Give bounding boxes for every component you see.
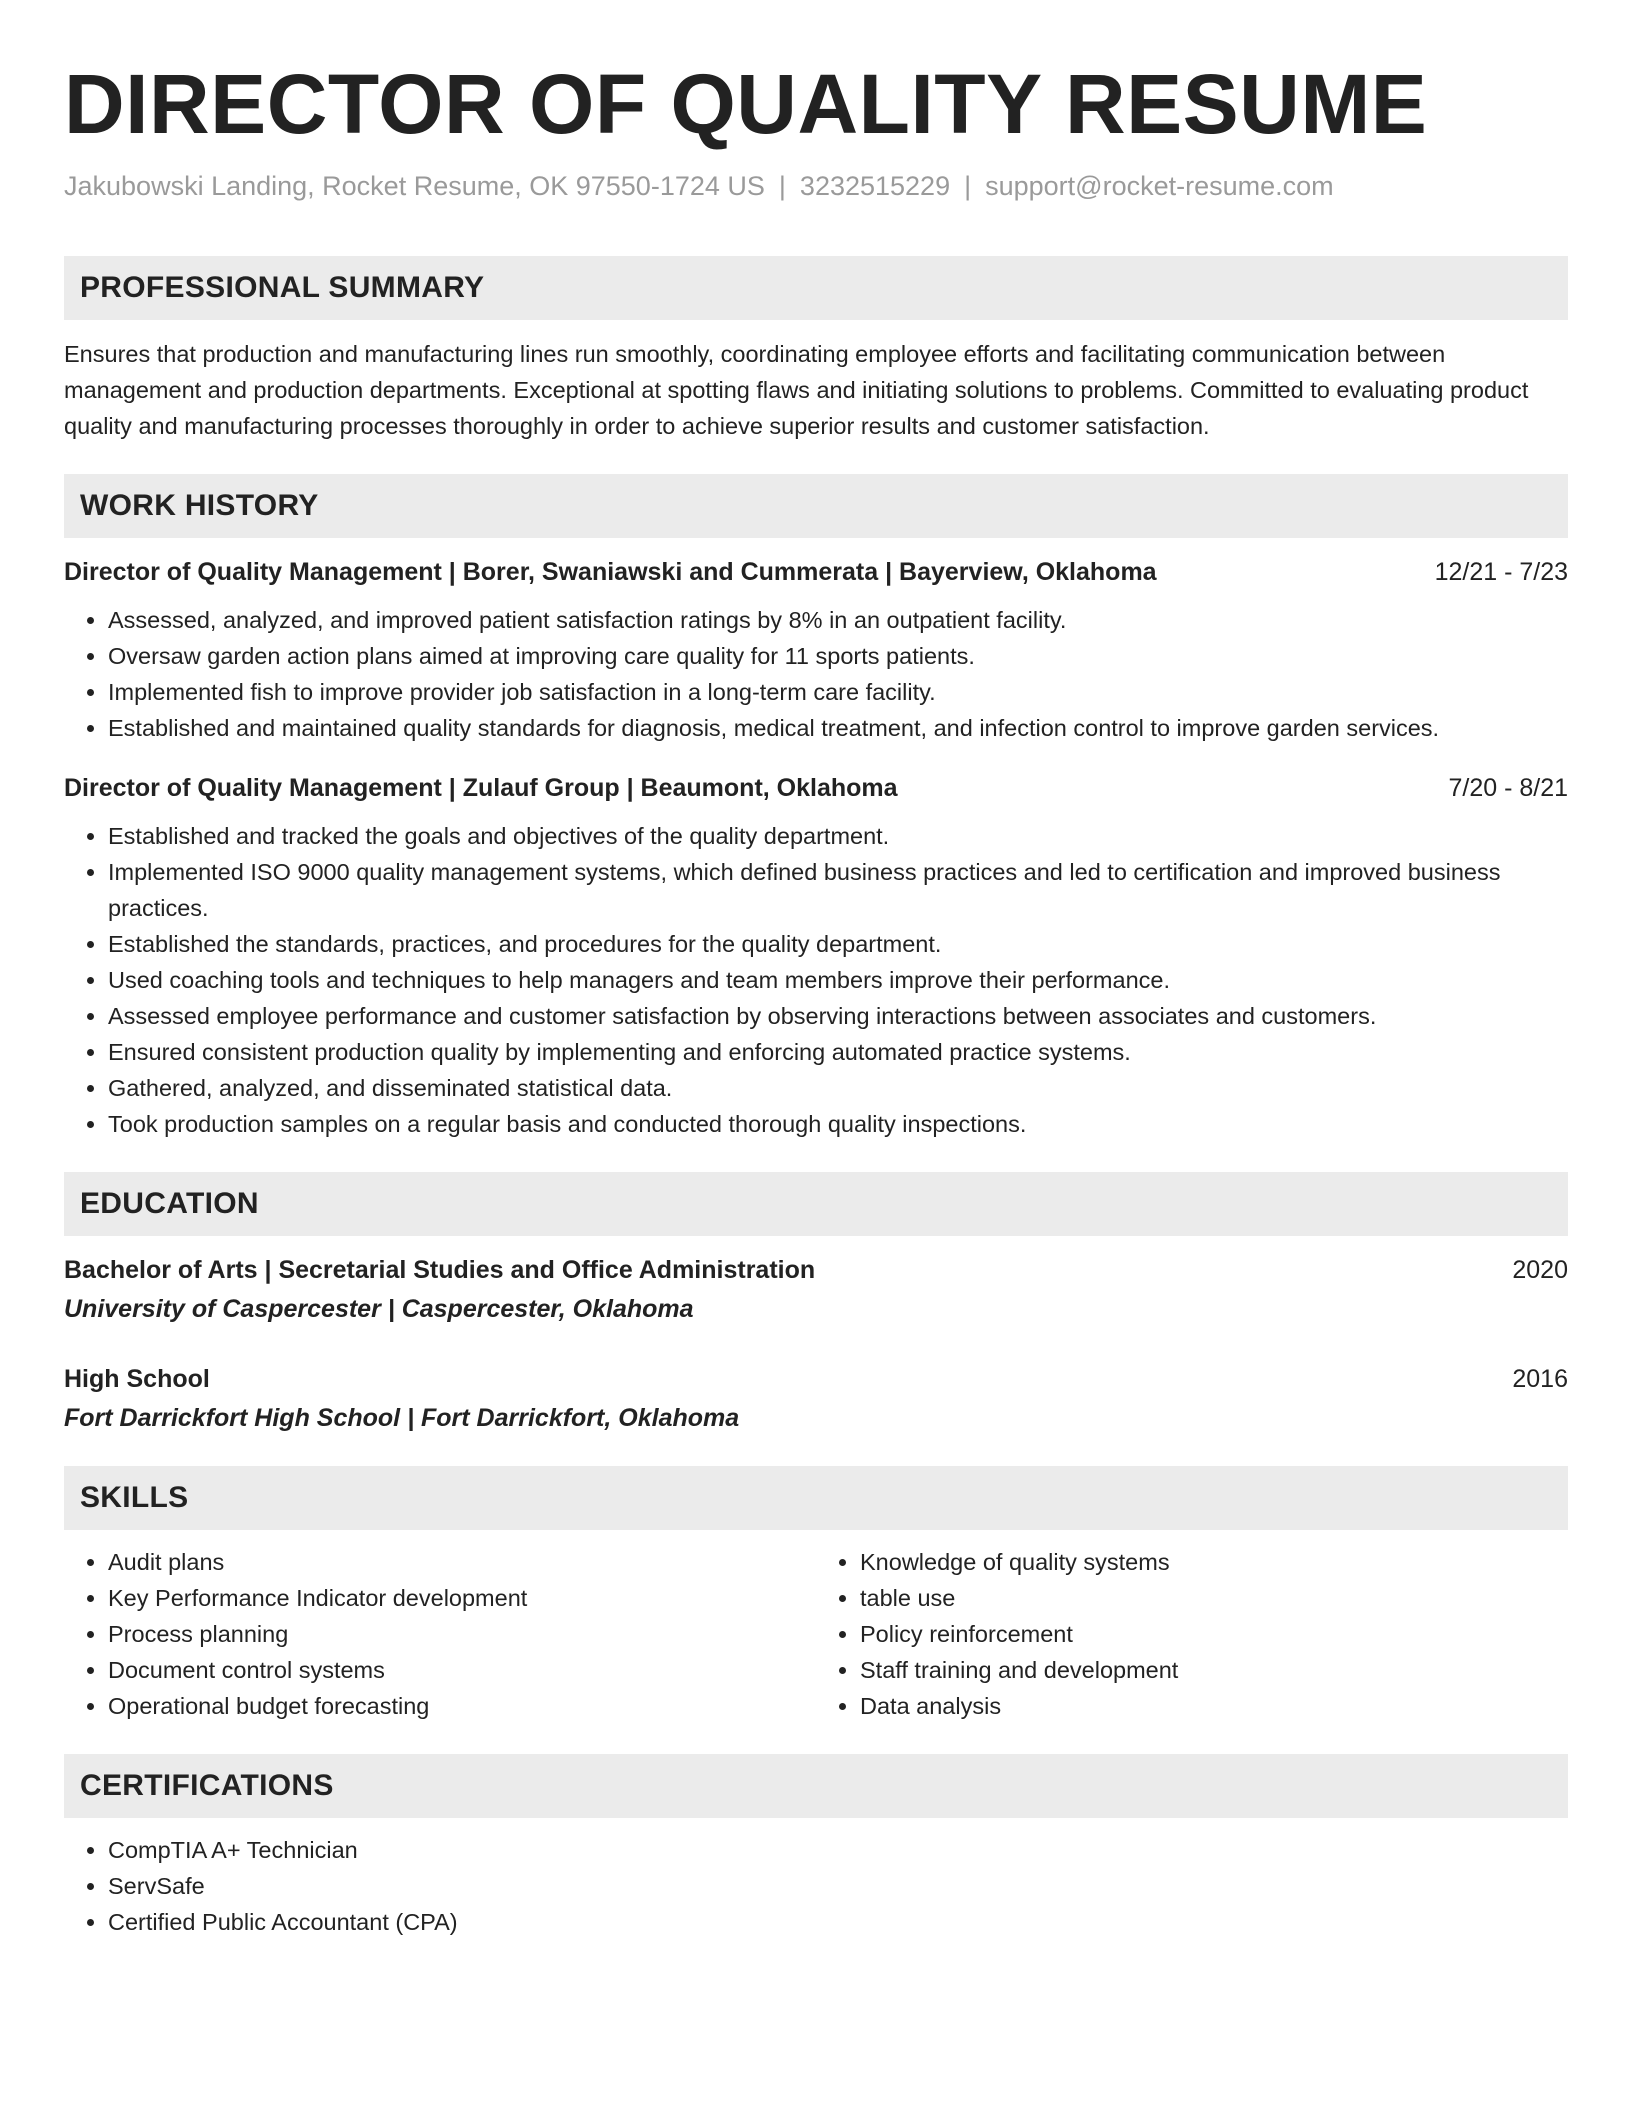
skills-grid bbox=[64, 1544, 1568, 1724]
contact-separator: | bbox=[778, 171, 786, 201]
contact-email: support@rocket-resume.com bbox=[985, 171, 1334, 201]
job-dates: 7/20 - 8/21 bbox=[1448, 774, 1568, 802]
skill-item: • Process planning bbox=[108, 1616, 816, 1652]
job-bullet: • Took production samples on a regular basis and conducted thorough quality inspections. bbox=[108, 1106, 1568, 1142]
job-dates: 12/21 - 7/23 bbox=[1434, 558, 1568, 586]
resume-title: DIRECTOR OF QUALITY RESUME bbox=[64, 57, 1428, 151]
job-bullet: • Oversaw garden action plans aimed at improving care quality for 11 sports patients. bbox=[108, 638, 1568, 674]
skill-item: • Policy reinforcement bbox=[860, 1616, 1568, 1652]
certification-item: • Certified Public Accountant (CPA) bbox=[108, 1904, 1568, 1940]
skill-item: • Key Performance Indicator development bbox=[108, 1580, 816, 1616]
education-degree: High School bbox=[64, 1365, 210, 1393]
job-entry bbox=[64, 554, 1568, 746]
skill-item: • Staff training and development bbox=[860, 1652, 1568, 1688]
skill-item: • Knowledge of quality systems bbox=[860, 1544, 1568, 1580]
job-bullet: • Assessed, analyzed, and improved patient satisfaction ratings by 8% in an outpatient facility. bbox=[108, 602, 1568, 638]
section-header-summary: PROFESSIONAL SUMMARY bbox=[64, 256, 1568, 320]
section-header-certifications: CERTIFICATIONS bbox=[64, 1754, 1568, 1818]
skills-column-left bbox=[64, 1544, 816, 1724]
skill-item: • Data analysis bbox=[860, 1688, 1568, 1724]
job-title: Director of Quality Management | Borer, Swaniawski and Cummerata | Bayerview, Oklahoma bbox=[64, 558, 1157, 586]
certification-item: • ServSafe bbox=[108, 1868, 1568, 1904]
certifications-list bbox=[64, 1832, 1568, 1940]
section-header-education: EDUCATION bbox=[64, 1172, 1568, 1236]
job-bullet: • Implemented ISO 9000 quality management systems, which defined business practices and led to certification and improved business practices. bbox=[108, 854, 1568, 926]
skill-item: • table use bbox=[860, 1580, 1568, 1616]
education-header bbox=[64, 1361, 1568, 1397]
job-entry bbox=[64, 770, 1568, 1142]
summary-text: Ensures that production and manufacturing lines run smoothly, coordinating employee efforts and facilitating communication between management and production departments. Exceptional at spotting flaws and initiating solutions to problems. Committed to evaluating product quality and manufacturing processes thoroughly in order to achieve superior results and customer satisfaction. bbox=[64, 341, 1529, 439]
education-school: University of Caspercester | Caspercester, Oklahoma bbox=[64, 1295, 694, 1323]
job-header bbox=[64, 770, 1568, 806]
contact-phone: 3232515229 bbox=[799, 171, 951, 201]
job-bullet: • Established and tracked the goals and objectives of the quality department. bbox=[108, 818, 1568, 854]
contact-line bbox=[64, 166, 1568, 206]
skill-item: • Audit plans bbox=[108, 1544, 816, 1580]
skill-item: • Operational budget forecasting bbox=[108, 1688, 816, 1724]
skill-item: • Document control systems bbox=[108, 1652, 816, 1688]
job-bullet: • Assessed employee performance and customer satisfaction by observing interactions between associates and customers. bbox=[108, 998, 1568, 1034]
education-year: 2020 bbox=[1512, 1256, 1568, 1284]
certification-item: • CompTIA A+ Technician bbox=[108, 1832, 1568, 1868]
job-bullet: • Established the standards, practices, and procedures for the quality department. bbox=[108, 926, 1568, 962]
section-header-skills: SKILLS bbox=[64, 1466, 1568, 1530]
job-bullet: • Gathered, analyzed, and disseminated statistical data. bbox=[108, 1070, 1568, 1106]
job-header bbox=[64, 554, 1568, 590]
education-school: Fort Darrickfort High School | Fort Darrickfort, Oklahoma bbox=[64, 1404, 740, 1432]
job-bullet: • Implemented fish to improve provider job satisfaction in a long-term care facility. bbox=[108, 674, 1568, 710]
contact-address: Jakubowski Landing, Rocket Resume, OK 97550-1724 US bbox=[64, 171, 765, 201]
job-bullets bbox=[64, 818, 1568, 1142]
job-bullets bbox=[64, 602, 1568, 746]
section-header-work-history: WORK HISTORY bbox=[64, 474, 1568, 538]
skills-column-right bbox=[816, 1544, 1568, 1724]
contact-separator: | bbox=[964, 171, 972, 201]
education-degree: Bachelor of Arts | Secretarial Studies and Office Administration bbox=[64, 1256, 816, 1284]
education-header bbox=[64, 1252, 1568, 1288]
job-title: Director of Quality Management | Zulauf Group | Beaumont, Oklahoma bbox=[64, 774, 898, 802]
education-entry bbox=[64, 1252, 1568, 1327]
job-bullet: • Established and maintained quality standards for diagnosis, medical treatment, and infection control to improve garden services. bbox=[108, 710, 1568, 746]
education-entry bbox=[64, 1361, 1568, 1436]
job-bullet: • Used coaching tools and techniques to help managers and team members improve their performance. bbox=[108, 962, 1568, 998]
job-bullet: • Ensured consistent production quality by implementing and enforcing automated practice systems. bbox=[108, 1034, 1568, 1070]
education-year: 2016 bbox=[1512, 1365, 1568, 1393]
